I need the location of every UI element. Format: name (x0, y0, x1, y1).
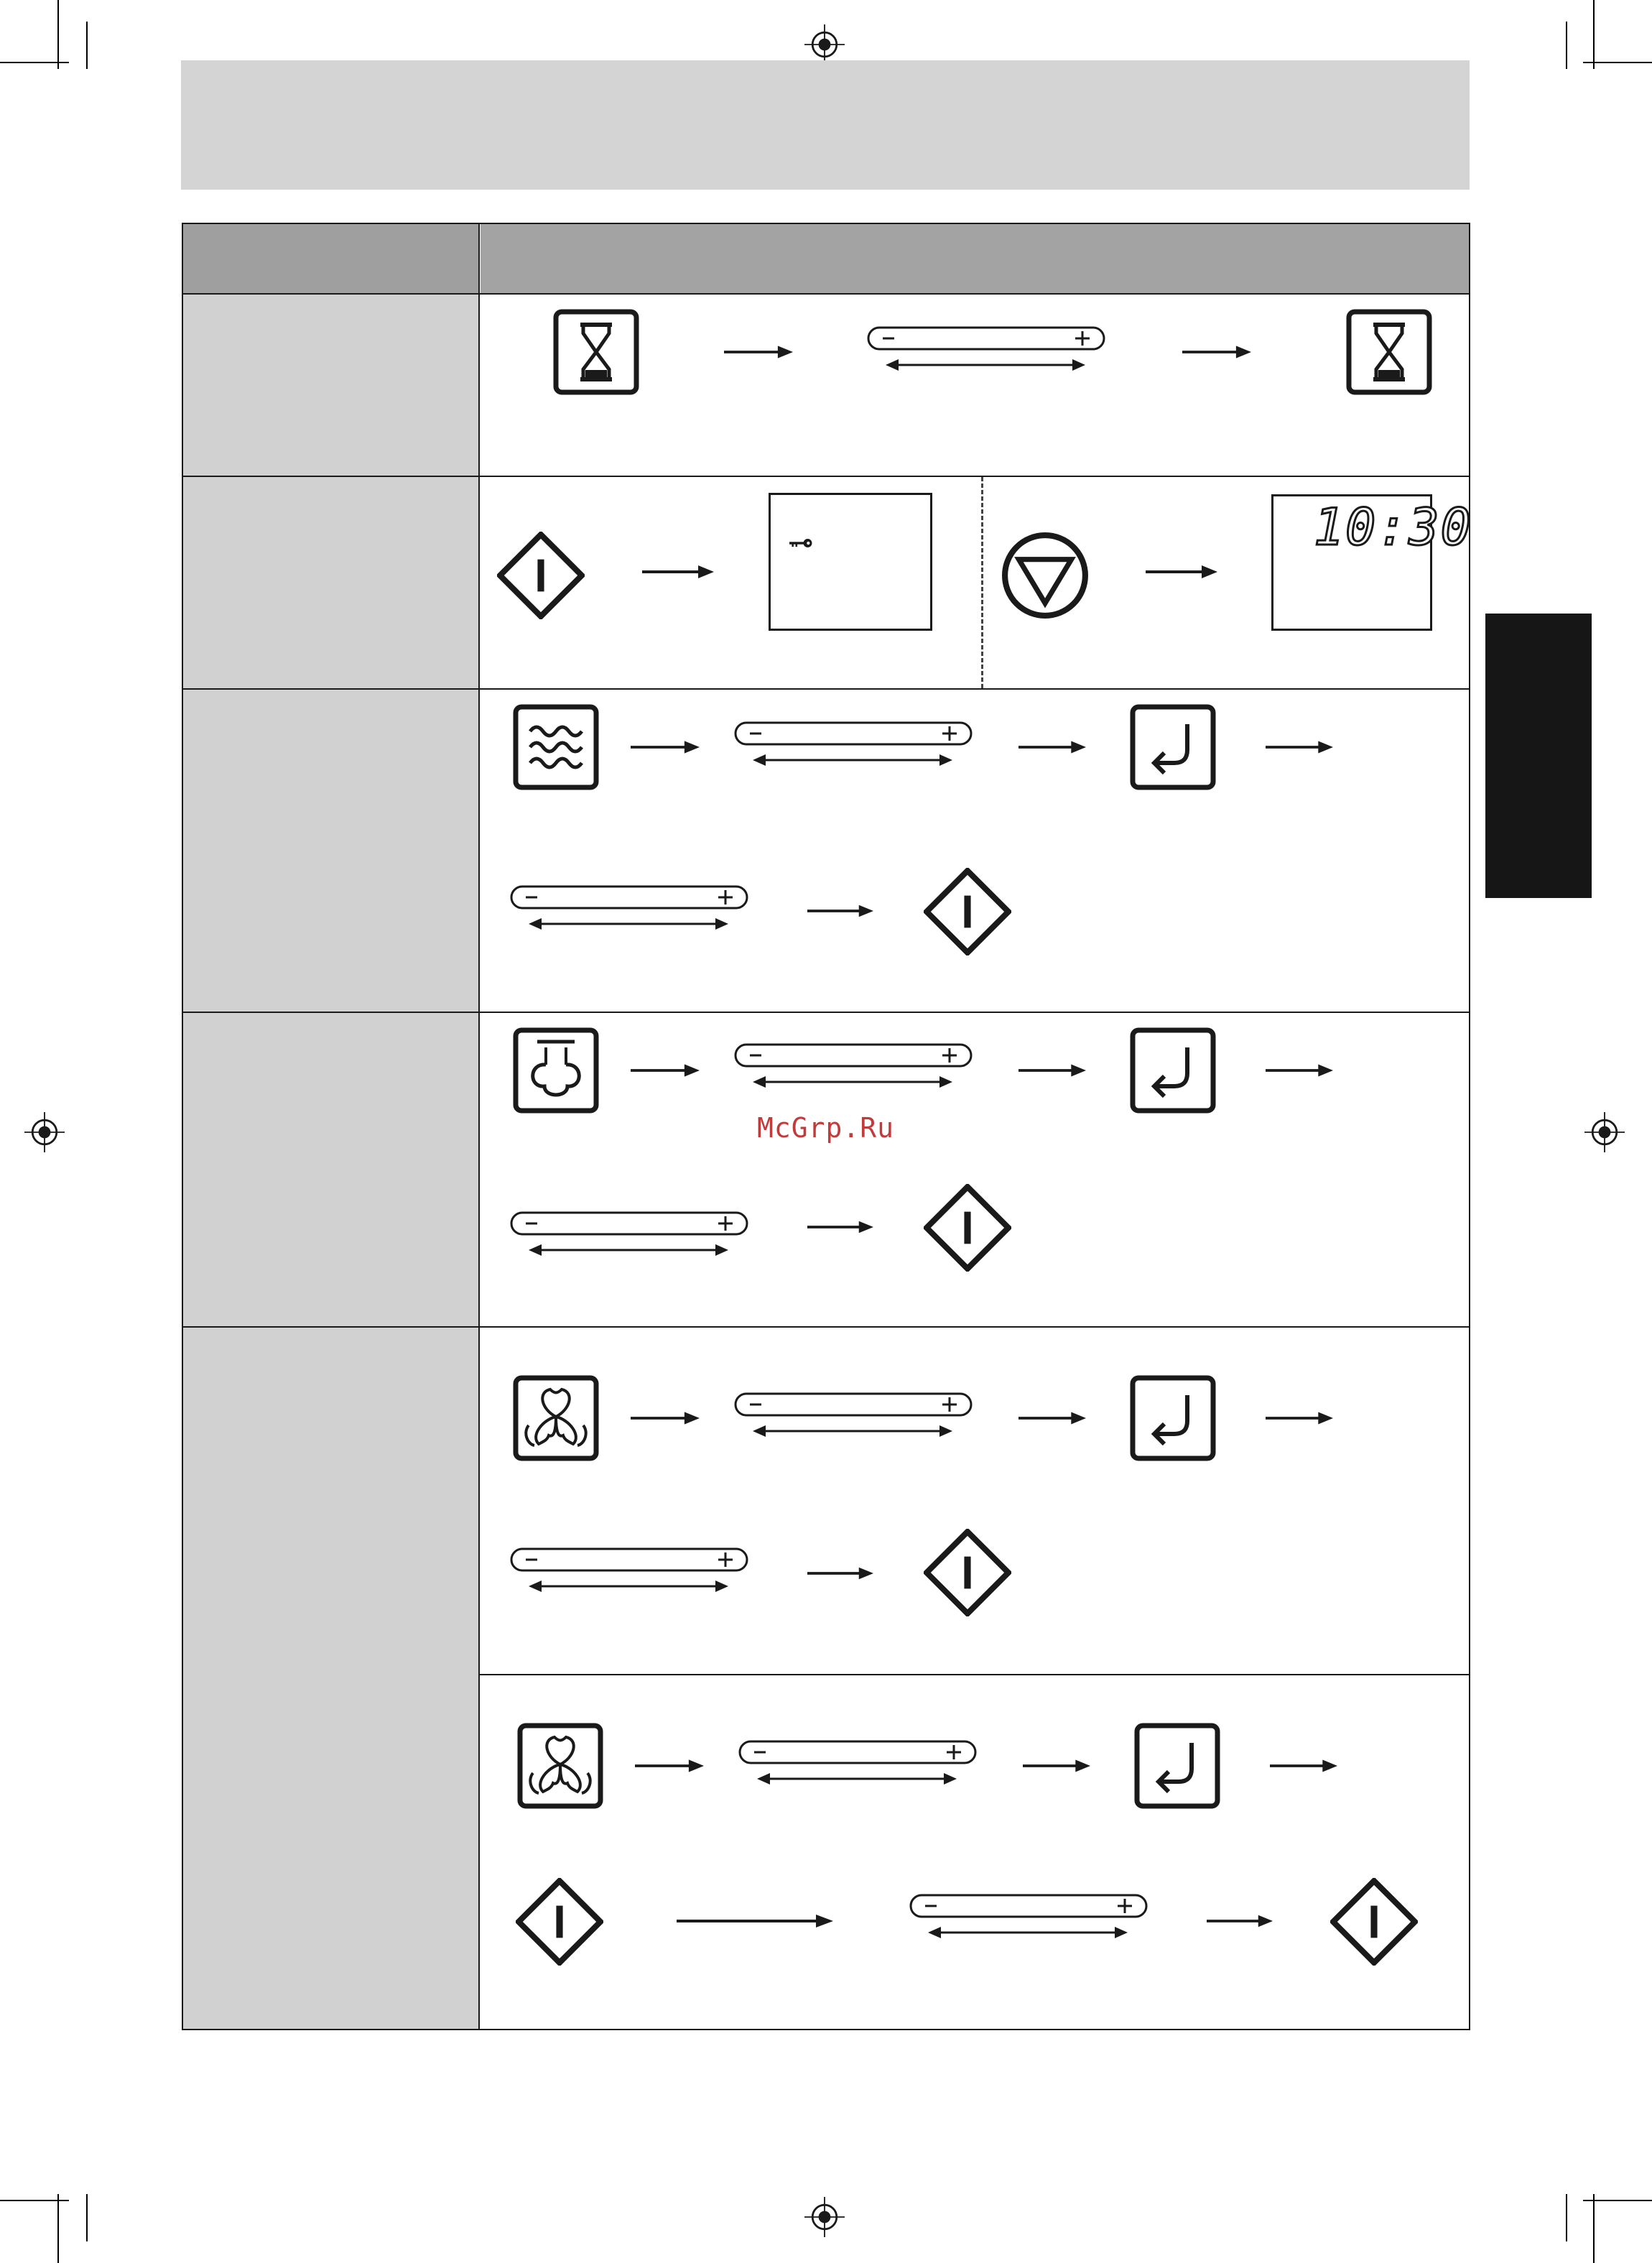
crop-mark (86, 22, 88, 69)
crop-mark (86, 2194, 88, 2241)
start-diamond-icon[interactable] (1330, 1878, 1418, 1966)
row-divider (182, 476, 1470, 477)
arrow-icon (639, 565, 717, 579)
arrow-icon (631, 740, 700, 754)
arrow-icon (1018, 1411, 1086, 1425)
arrow-icon (1018, 1063, 1086, 1078)
start-diamond-icon[interactable] (924, 1184, 1011, 1272)
arrow-icon (1266, 740, 1333, 754)
crop-mark (1593, 0, 1595, 69)
row-divider (182, 688, 1470, 690)
row-divider (478, 1674, 1470, 1675)
crop-mark (57, 0, 59, 69)
arrow-icon (1266, 1411, 1333, 1425)
minus-plus-slider[interactable] (510, 885, 748, 935)
arrow-icon (631, 1411, 700, 1425)
minus-plus-slider[interactable] (867, 326, 1105, 376)
start-diamond-icon[interactable] (516, 1878, 603, 1966)
combi-fan-icon[interactable] (513, 1375, 599, 1461)
arrow-icon (807, 1220, 873, 1234)
minus-plus-slider[interactable] (510, 1211, 748, 1262)
minus-plus-slider[interactable] (909, 1894, 1148, 1944)
arrow-icon (1023, 1759, 1090, 1773)
registration-mark-icon (24, 1112, 65, 1152)
arrow-icon (677, 1914, 833, 1928)
arrow-icon (1207, 1914, 1273, 1928)
row-label-microwave (183, 690, 479, 1012)
chapter-tab (1485, 614, 1592, 898)
clock-time: 10:30 (1314, 498, 1472, 557)
clock-display (1271, 494, 1472, 631)
arrow-icon (1018, 740, 1086, 754)
enter-return-icon[interactable] (1129, 1027, 1217, 1114)
start-diamond-icon[interactable] (924, 868, 1011, 955)
crop-mark (1593, 2194, 1595, 2263)
minus-plus-slider[interactable] (734, 1043, 973, 1093)
arrow-icon (807, 904, 873, 918)
microwave-waves-icon[interactable] (513, 704, 599, 790)
arrow-icon (1270, 1759, 1337, 1773)
hourglass-icon[interactable] (1346, 309, 1432, 395)
registration-mark-icon (804, 24, 845, 65)
hourglass-icon[interactable] (553, 309, 639, 395)
registration-mark-icon (1584, 1112, 1625, 1152)
registration-mark-icon (804, 2197, 845, 2237)
enter-return-icon[interactable] (1133, 1723, 1221, 1809)
table-header-left (183, 224, 479, 293)
row-divider (182, 1012, 1470, 1013)
arrow-icon (631, 1063, 700, 1078)
table-header-right (481, 224, 1469, 293)
lock-display (769, 493, 932, 631)
arrow-icon (807, 1566, 873, 1581)
arrow-icon (635, 1759, 704, 1773)
crop-mark (1566, 22, 1567, 69)
enter-return-icon[interactable] (1129, 704, 1217, 790)
title-band (181, 60, 1470, 190)
combi-fan-icon[interactable] (517, 1723, 603, 1809)
start-diamond-icon[interactable] (497, 532, 585, 619)
column-divider (478, 223, 480, 2030)
enter-return-icon[interactable] (1129, 1375, 1217, 1461)
minus-plus-slider[interactable] (738, 1740, 977, 1790)
minus-plus-slider[interactable] (510, 1547, 748, 1598)
arrow-icon (724, 345, 793, 359)
row-label-timer (183, 295, 479, 476)
arrow-icon (1266, 1063, 1333, 1078)
stop-triangle-icon[interactable] (1001, 532, 1089, 619)
arrow-icon (1182, 345, 1251, 359)
start-diamond-icon[interactable] (924, 1529, 1011, 1616)
grill-icon[interactable] (513, 1027, 599, 1114)
dashed-divider (981, 477, 983, 688)
row-divider (182, 293, 1470, 295)
key-lock-icon (789, 538, 814, 548)
arrow-icon (1143, 565, 1220, 579)
minus-plus-slider[interactable] (734, 1392, 973, 1443)
row-divider (182, 1326, 1470, 1328)
minus-plus-slider[interactable] (734, 721, 973, 772)
row-label-grill (183, 1013, 479, 1326)
row-label-combi (183, 1328, 479, 2029)
crop-mark (57, 2194, 59, 2263)
crop-mark (1566, 2194, 1567, 2241)
watermark: McGrp.Ru (757, 1112, 895, 1144)
row-label-lock (183, 477, 479, 688)
